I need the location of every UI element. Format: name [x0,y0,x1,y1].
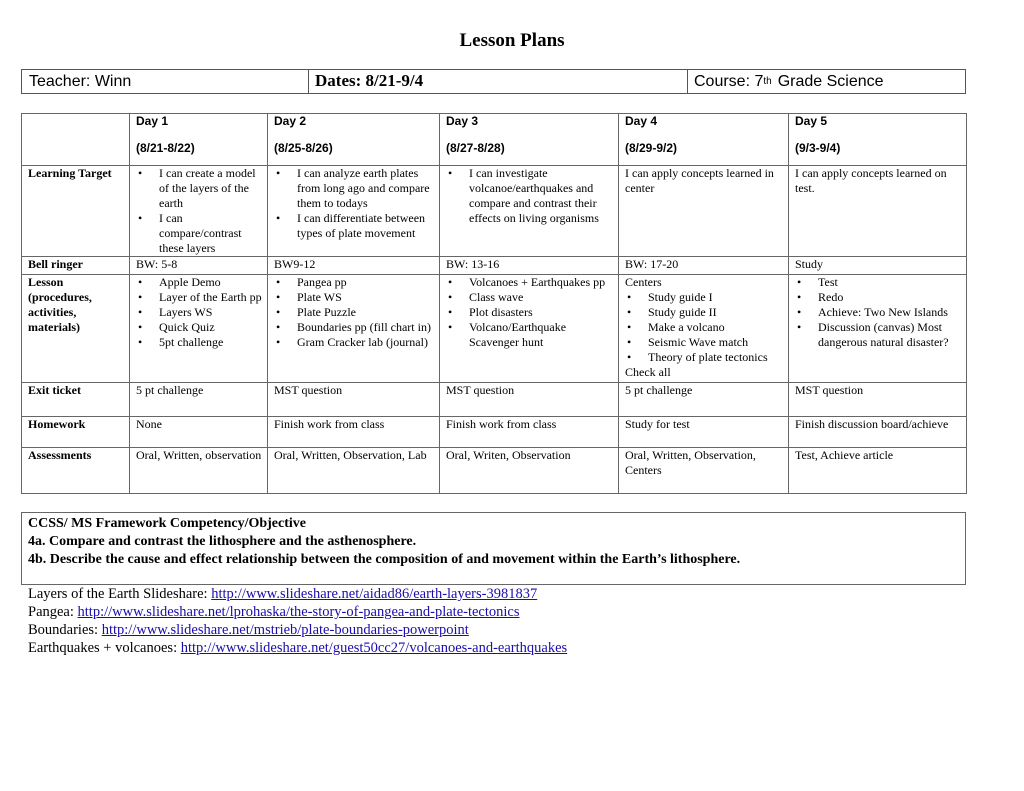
link-earthquakes-volcanoes[interactable]: http://www.slideshare.net/guest50cc27/volcanoes-and-earthquakes [180,640,568,656]
row-label-learning-target: Learning Target [22,166,130,257]
list-item: • I can create a model of the layers of the earth [136,166,264,211]
link-line-layers: Layers of the Earth Slideshare: http://www.slideshare.net/aidad86/earth-layers-3981837 [28,586,538,602]
day-header-2: Day 2 (8/25-8/26) [268,114,440,166]
ccss-heading: CCSS/ MS Framework Competency/Objective [28,516,307,531]
row-label-assessments: Assessments [22,448,130,494]
table-row-homework [22,417,967,448]
dates-field: Dates: 8/21-9/4 [309,70,688,93]
list-item: • Redo [795,290,963,305]
list-item: • Plate WS [274,290,436,305]
ccss-objective-4a: 4a. Compare and contrast the lithosphere and the asthenosphere. [28,534,417,549]
teacher-field: Teacher: Winn [22,70,309,93]
list-item: • Test [795,275,963,290]
list-item: • Layers WS [136,305,264,320]
lesson-plan-table [21,113,967,494]
table-row-exit-ticket [22,383,967,417]
bell-ringer-day5: Study [789,257,967,275]
list-item: • Study guide II [625,305,785,320]
link-line-pangea: Pangea: http://www.slideshare.net/lprohaska/the-story-of-pangea-and-plate-tectonics [28,604,520,620]
list-item: • Discussion (canvas) Most dangerous natural disaster? [795,320,963,350]
assessments-day2: Oral, Written, Observation, Lab [268,448,440,494]
list-item: • Make a volcano [625,320,785,335]
learning-target-day2 [268,166,440,257]
course-prefix: Course: 7 [694,72,764,90]
bell-ringer-day1: BW: 5-8 [130,257,268,275]
day-header-5: Day 5 (9/3-9/4) [789,114,967,166]
list-item: • Class wave [446,290,615,305]
table-row-bell-ringer [22,257,967,275]
assessments-day3: Oral, Writen, Observation [440,448,619,494]
row-label-lesson: Lesson (procedures, activities, materials) [22,275,130,383]
list-item: • Boundaries pp (fill chart in) [274,320,436,335]
list-item: • Theory of plate tectonics [625,350,785,365]
homework-day3: Finish work from class [440,417,619,448]
homework-day5: Finish discussion board/achieve [789,417,967,448]
course-superscript: th [763,76,772,87]
list-item: • I can analyze earth plates from long ago and compare them to todays [274,166,436,211]
exit-ticket-day5: MST question [789,383,967,417]
exit-ticket-day2: MST question [268,383,440,417]
bell-ringer-day4: BW: 17-20 [619,257,789,275]
list-item: • Study guide I [625,290,785,305]
header-info-bar [21,69,966,94]
exit-ticket-day1: 5 pt challenge [130,383,268,417]
exit-ticket-day4: 5 pt challenge [619,383,789,417]
learning-target-day1 [130,166,268,257]
assessments-day5: Test, Achieve article [789,448,967,494]
assessments-day4: Oral, Written, Observation, Centers [619,448,789,494]
row-label-bell-ringer: Bell ringer [22,257,130,275]
ccss-objective-4b: 4b. Describe the cause and effect relationship between the composition of and movement within the Earth’s lithosphere. [28,552,741,567]
ccss-objectives-box [21,512,966,585]
link-boundaries[interactable]: http://www.slideshare.net/mstrieb/plate-boundaries-powerpoint [101,622,469,638]
resource-links [28,585,567,657]
exit-ticket-day3: MST question [440,383,619,417]
list-item: • Plate Puzzle [274,305,436,320]
table-row-learning-target [22,166,967,257]
course-suffix: Grade Science [777,72,884,90]
list-item: • Achieve: Two New Islands [795,305,963,320]
lesson-day1 [130,275,268,383]
link-pangea[interactable]: http://www.slideshare.net/lprohaska/the-story-of-pangea-and-plate-tectonics [77,604,520,620]
list-item: • Apple Demo [136,275,264,290]
list-item: • Volcano/Earthquake Scavenger hunt [446,320,615,350]
row-label-exit-ticket: Exit ticket [22,383,130,417]
list-item: • Pangea pp [274,275,436,290]
corner-cell [22,114,130,166]
link-line-boundaries: Boundaries: http://www.slideshare.net/mstrieb/plate-boundaries-powerpoint [28,622,469,638]
learning-target-day4: I can apply concepts learned in center [619,166,789,257]
bell-ringer-day3: BW: 13-16 [440,257,619,275]
homework-day4: Study for test [619,417,789,448]
table-row-day-header [22,114,967,166]
list-item: • 5pt challenge [136,335,264,350]
lesson-day2 [268,275,440,383]
list-item: • I can differentiate between types of plate movement [274,211,436,241]
homework-day2: Finish work from class [268,417,440,448]
list-item: • Gram Cracker lab (journal) [274,335,436,350]
lesson-day4-outro: Check all [625,365,671,379]
lesson-day5 [789,275,967,383]
learning-target-day5: I can apply concepts learned on test. [789,166,967,257]
list-item: • Quick Quiz [136,320,264,335]
link-line-earthquakes: Earthquakes + volcanoes: http://www.slideshare.net/guest50cc27/volcanoes-and-earthquakes [28,640,568,656]
table-row-assessments [22,448,967,494]
list-item: • Plot disasters [446,305,615,320]
bell-ringer-day2: BW9-12 [268,257,440,275]
lesson-day4-intro: Centers [625,275,662,289]
learning-target-day3 [440,166,619,257]
list-item: • I can compare/contrast these layers [136,211,264,256]
list-item: • Layer of the Earth pp [136,290,264,305]
list-item: • I can investigate volcanoe/earthquakes and compare and contrast their effects on living organisms [446,166,615,226]
lesson-day4 [619,275,789,383]
table-row-lesson [22,275,967,383]
day-header-1: Day 1 (8/21-8/22) [130,114,268,166]
list-item: • Seismic Wave match [625,335,785,350]
link-layers-slideshare[interactable]: http://www.slideshare.net/aidad86/earth-layers-3981837 [211,586,538,602]
row-label-homework: Homework [22,417,130,448]
document-title: Lesson Plans [459,30,565,51]
day-header-3: Day 3 (8/27-8/28) [440,114,619,166]
lesson-day3 [440,275,619,383]
day-header-4: Day 4 (8/29-9/2) [619,114,789,166]
assessments-day1: Oral, Written, observation [130,448,268,494]
list-item: • Volcanoes + Earthquakes pp [446,275,615,290]
course-field [688,70,965,93]
homework-day1: None [130,417,268,448]
